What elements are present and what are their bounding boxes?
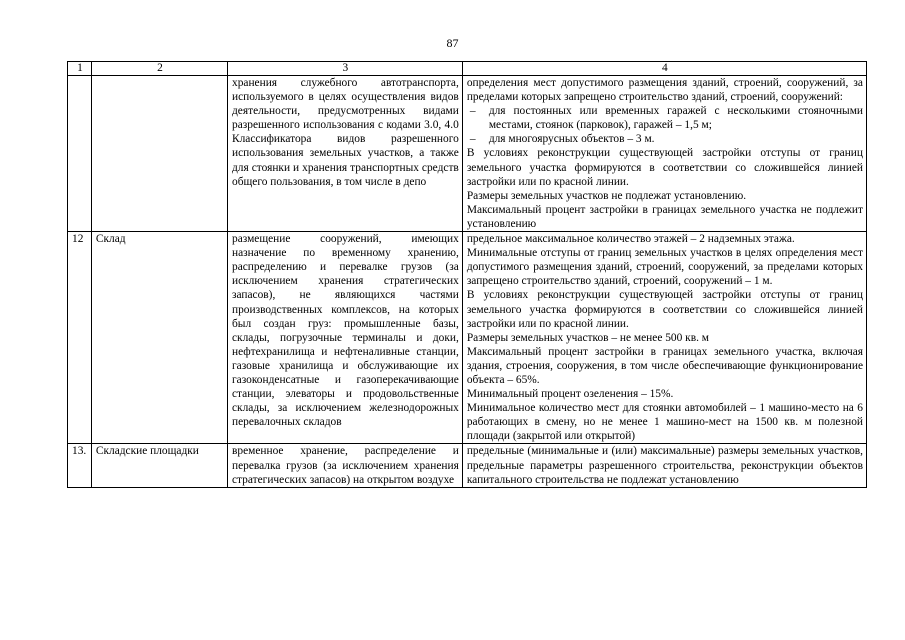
use-type-description-cell: размещение сооружений, имеющих назначение по временному хранению, распределению и перевалке грузов (за исключением хранения стратегических запасов), не являющихся частями производственных комплексов, на которых был создан груз: промышленные базы, склады, погрузочные терминалы и доки, нефтехранилища и нефтеналивные станции, газовые хранилища и обслуживающие их газоконденсатные и газоперекачивающие станции, элеваторы и продовольственные склады, за исключением железнодорожных перевалочных складов bbox=[228, 232, 463, 444]
parameter-paragraph: Минимальное количество мест для стоянки автомобилей – 1 машино-место на 6 работающих в смену, но не менее 1 машино-мест на 1500 кв. м полезной площади (закрытой или открытой) bbox=[466, 402, 863, 443]
row-number-cell bbox=[68, 76, 92, 232]
column-number-row bbox=[68, 62, 867, 76]
dash-bullet-icon: – bbox=[469, 133, 476, 146]
use-type-name-cell: Складские площадки bbox=[91, 444, 227, 487]
parameter-paragraph: Минимальный процент озеленения – 15%. bbox=[466, 388, 674, 401]
parameter-paragraph: Размеры земельных участков не подлежат установлению. bbox=[466, 189, 747, 202]
use-type-name-cell: Склад bbox=[91, 232, 227, 444]
use-type-description-cell: временное хранение, распределение и перевалка грузов (за исключением хранения стратегических запасов) на открытом воздухе bbox=[228, 444, 463, 487]
parameter-paragraph: В условиях реконструкции существующей застройки отступы от границ земельного участка формируются в соответствии со сложившейся линией застройки или по красной линии. bbox=[466, 289, 863, 330]
use-type-description-cell: хранения служебного автотранспорта, используемого в целях осуществления видов деятельности, предусмотренных видами разрешенного использования с кодами 3.0, 4.0 Классификатора видов разрешенного использования земельных участков, а также для стоянки и хранения транспортных средств общего пользования, в том числе в депо bbox=[228, 76, 463, 232]
dash-bullet-icon: – bbox=[469, 105, 476, 118]
use-type-name-cell bbox=[91, 76, 227, 232]
row-number-cell: 12 bbox=[68, 232, 92, 444]
column-number: 2 bbox=[91, 62, 227, 76]
parameters-cell bbox=[462, 444, 866, 487]
table-row bbox=[68, 76, 867, 232]
dash-item-text: для многоярусных объектов – 3 м. bbox=[488, 133, 655, 146]
row-number-cell: 13. bbox=[68, 444, 92, 487]
parameter-paragraph: Максимальный процент застройки в границах земельного участка не подлежит установлению bbox=[466, 203, 863, 230]
dash-list-item bbox=[467, 104, 863, 132]
table-row bbox=[68, 232, 867, 444]
column-number: 3 bbox=[228, 62, 463, 76]
dash-list-item bbox=[467, 132, 863, 146]
parameter-paragraph: предельное максимальное количество этажей – 2 надземных этажа. bbox=[466, 233, 795, 246]
dash-item-text: для постоянных или временных гаражей с несколькими стояночными местами, стоянок (парковок), гаражей – 1,5 м; bbox=[488, 105, 863, 132]
parameter-paragraph: В условиях реконструкции существующей застройки отступы от границ земельного участка формируются в соответствии со сложившейся линией застройки или по красной линии. bbox=[466, 147, 863, 188]
parameter-paragraph: Минимальные отступы от границ земельных участков в целях определения мест допустимого размещения зданий, строений, сооружений, за пределами которых запрещено строительство зданий, строений, сооружений – 1 м. bbox=[466, 247, 863, 288]
page-number: 87 bbox=[446, 36, 459, 50]
parameter-paragraph: Размеры земельных участков – не менее 500 кв. м bbox=[466, 331, 709, 344]
parameter-paragraph: Максимальный процент застройки в границах земельного участка, включая здания, строения, сооружения, в том числе обеспечивающие функционирование объекта – 65%. bbox=[466, 345, 863, 386]
parameter-paragraph: предельные (минимальные и (или) максимальные) размеры земельных участков, предельные параметры разрешенного строительства, реконструкции объектов капитального строительства не подлежат установлению bbox=[466, 445, 863, 486]
table-row bbox=[68, 444, 867, 487]
parameters-cell bbox=[462, 76, 866, 232]
column-number: 1 bbox=[68, 62, 92, 76]
land-use-table bbox=[67, 61, 867, 488]
parameters-cell bbox=[462, 232, 866, 444]
column-number: 4 bbox=[462, 62, 866, 76]
parameter-paragraph: определения мест допустимого размещения зданий, строений, сооружений, за пределами которых запрещено строительство зданий, строений, сооружений: bbox=[466, 77, 863, 104]
